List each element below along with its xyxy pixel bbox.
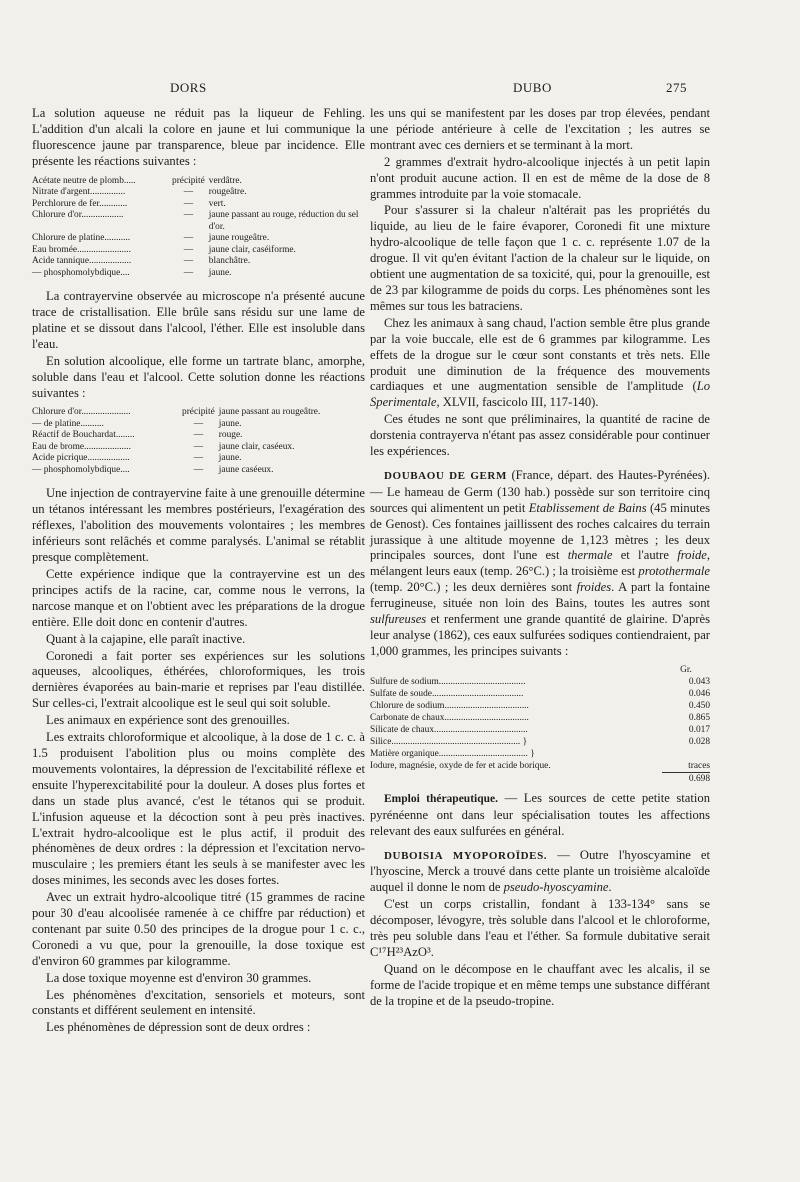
reagent-cell: Réactif de Bouchardat........ <box>32 430 135 441</box>
amount-cell: 0.043 <box>688 676 710 687</box>
header-left-word: DORS <box>170 80 207 95</box>
paragraph: Coronedi a fait porter ses expériences sur les solutions aqueuses, alcooliques, éthérées, chloroformiques, les trois dernières évaporées au bain-marie et reprises par l'eau distillée. Sur celles-ci, l'extrait alcoolique est le seul qui soit soluble. <box>32 648 365 711</box>
reactions-table-1 <box>32 176 365 280</box>
paragraph: Pour s'assurer si la chaleur n'altérait pas les propriétés du liquide, au lieu de le faire évaporer, Coronedi fit une mixture hydro-alcoolique de telle façon que 1 c. c. représente 1.07 de la drogue. Il vit qu'en évitant l'action de la chaleur sur le liquide, on obtient une augmentation de sa toxicité, qui, pour la grenouille, est de 23 par kilogramme de poids du corps. Les phénomènes sont les mêmes sur tous les batraciens. <box>370 203 710 313</box>
text-italic: froide <box>677 548 707 563</box>
reagent-cell: Chlorure de platine........... <box>32 233 131 244</box>
total-row <box>370 772 710 785</box>
component-cell: Matière organique...................................... } <box>370 748 535 759</box>
paragraph: les uns qui se manifestent par les doses par trop élevées, pendant une période antérieure à celle de l'excitation ; les autres se montrant avec ces derniers et se terminant à la mort. <box>370 106 710 152</box>
result-cell: jaune clair, caséiforme. <box>208 244 296 255</box>
precipitate-cell: — <box>193 464 204 475</box>
table-row <box>32 187 365 199</box>
paragraph: Les phénomènes d'excitation, sensoriels et moteurs, sont constants et différent seulement en intensité. <box>32 987 365 1018</box>
paragraph: C'est un corps cristallin, fondant à 133-134° sans se décomposer, lévogyre, très soluble dans l'alcool et le chloroforme, très peu soluble dans l'eau et l'éther. Sa formule dubitative serait C¹⁷H²³AzO³. <box>370 897 710 959</box>
table-row <box>370 676 710 688</box>
component-cell: Chlorure de sodium.................................... <box>370 700 529 711</box>
table-row <box>370 748 710 760</box>
result-cell: jaune clair, caséeux. <box>218 441 295 452</box>
precipitate-cell: — <box>183 244 194 255</box>
table-row <box>32 199 365 211</box>
text-italic: sulfureuses <box>370 612 427 627</box>
running-header <box>0 80 800 104</box>
paragraph: Quand on le décompose en le chauffant avec les alcalis, il se forme de l'acide tropique et en même temps une substance différant de la tropine et de la pseudo-tropine. <box>370 961 710 1008</box>
reagent-cell: — phosphomolybdique.... <box>32 267 130 278</box>
table-row <box>32 233 365 245</box>
component-cell: Silicate de chaux........................................ <box>370 724 528 735</box>
precipitate-cell: — <box>193 418 204 429</box>
table-row <box>32 442 365 454</box>
text-run: et l'autre <box>612 548 678 563</box>
table-row <box>370 724 710 736</box>
table-row <box>32 176 365 188</box>
right-column <box>370 106 710 1011</box>
entry-heading: DOUBAOU DE GERM <box>384 469 507 482</box>
text-run: , mélangent leurs eaux (temp. 26°C.) ; la troisième est <box>370 548 710 579</box>
text-italic: Etablissement de Bains <box>528 500 647 515</box>
precipitate-cell: — <box>183 210 194 221</box>
text-run: (45 minutes de Genost). Ces fontaines jaillissent des roches calcaires du terrain jurassique à une altitude moyenne de 1,123 mètres ; les deux principales sources, dont l'une est <box>370 500 710 563</box>
precipitate-cell: précipité <box>172 175 205 186</box>
table-row <box>370 688 710 700</box>
text-italic: thermale <box>567 548 613 563</box>
component-cell: Sulfure de sodium..................................... <box>370 676 526 687</box>
result-cell: verdâtre. <box>208 175 242 186</box>
result-cell: jaune rougeâtre. <box>208 233 270 244</box>
reagent-cell: Acétate neutre de plomb..... <box>32 175 136 186</box>
journal-title: Lo Sperimentale <box>370 379 710 410</box>
text-run: Chez les animaux à sang chaud, l'action semble être plus grande par la voie buccale, elle est de 6 grammes par kilogramme. Les effets de la drogue sur le cœur sont constants et très nets. Elle produit une diminution de la fréquence des mouvements cardiaques et une augmentation sensible de l'amplitude ( <box>370 315 710 394</box>
entry-heading: DUBOISIA MYOPOROÏDES. <box>384 849 548 862</box>
table-row <box>32 268 365 280</box>
precipitate-cell: — <box>183 187 194 198</box>
text-run: — Outre l'hyoscyamine et l'hyoscine, Merck a trouvé dans cette plante un troisième alcaloïde auquel il donne le nom de <box>370 847 710 895</box>
precipitate-cell: — <box>193 430 204 441</box>
precipitate-cell: — <box>183 267 194 278</box>
water-analysis-table <box>370 664 710 785</box>
paragraph: Les extraits chloroformique et alcoolique, à la dose de 1 c. c. à 1.5 produisent l'abolition plus ou moins complète des mouvements volontaires, la dépression de l'excitabilité réflexe et ensuite l'hyperexcitabilité pour la douleur. A doses plus fortes et dans un stade plus avancé, c'est le tétanos qui se produit. L'infusion aqueuse et la décoction sont à peu près inactives. L'extrait hydro-alcoolique est le plus actif, il produit des phénomènes de deux ordres : la dépression et l'excitation nervo-musculaire ; les premiers étant les seuls à se manifester avec les doses minimes, les seconds avec les doses fortes. <box>32 730 365 888</box>
reagent-cell: Acide picrique.................. <box>32 453 130 464</box>
precipitate-cell: — <box>193 453 204 464</box>
table-row <box>32 256 365 268</box>
precipitate-cell: — <box>183 256 194 267</box>
table-row <box>32 210 365 233</box>
precipitate-cell: précipité <box>182 407 215 418</box>
paragraph: La contrayervine observée au microscope n'a présenté aucune trace de cristallisation. Elle brûle sans résidu sur une lame de platine et se dissout dans l'alcool, l'éther. Elle est insoluble dans l'eau. <box>32 289 365 351</box>
text-italic: pseudo-hyoscyamine <box>503 880 609 895</box>
paragraph: La dose toxique moyenne est d'environ 30 grammes. <box>46 970 312 985</box>
result-cell: jaune. <box>208 267 232 278</box>
result-cell: vert. <box>208 198 226 209</box>
header-right-word: DUBO <box>513 80 552 95</box>
amount-cell <box>662 748 710 760</box>
left-column <box>32 106 365 1037</box>
text-run: (temp. 20°C.) ; les deux dernières sont <box>370 580 577 595</box>
result-cell: jaune. <box>218 418 242 429</box>
reagent-cell: Eau de brome.................... <box>32 441 131 452</box>
total-spacer <box>370 772 662 785</box>
paragraph: Cette expérience indique que la contrayervine est un des principes actifs de la racine, car, comme nous le verrons, la narcose manque et on l'obtient avec les préparations de la drogue entière. Elle doit donc en contenir d'autres. <box>32 567 365 629</box>
reactions-table-2 <box>32 407 365 476</box>
entry-doubaou-de-germ <box>370 468 710 660</box>
result-cell: jaune passant au rougeâtre. <box>218 407 321 418</box>
unit-label: Gr. <box>680 664 692 675</box>
result-cell: blanchâtre. <box>208 256 251 267</box>
precipitate-cell: — <box>193 441 204 452</box>
amount-cell: 0.028 <box>688 736 710 747</box>
table-row <box>370 736 710 748</box>
paragraph <box>370 316 710 411</box>
paragraph: Avec un extrait hydro-alcoolique titré (15 grammes de racine pour 30 d'eau alcoolisée ramenée à ce chiffre par réduction) et contenant par suite 0.50 des principes de la drogue pour 1 c. c., Coronedi a vu que, pour la grenouille, la dose toxique est d'environ 60 grammes par kilogramme. <box>32 890 365 968</box>
text-run: . A part la fontaine ferrugineuse, située non loin des Bains, toutes les autres sont <box>370 580 710 611</box>
table-row <box>370 712 710 724</box>
component-cell: Sulfate de soude....................................... <box>370 688 524 699</box>
reagent-cell: — phosphomolybdique.... <box>32 464 130 475</box>
text-run: et renferment une grande quantité de glairine. D'après leur analyse (1862), ces eaux sulfurées sodiques contiendraient, par 1,000 grammes, les principes suivants : <box>370 612 710 658</box>
text-run: , XLVII, fascicolo III, 117-140). <box>436 395 599 410</box>
result-cell: jaune passant au rouge, réduction du sel d'or. <box>208 210 359 232</box>
precipitate-cell: — <box>183 233 194 244</box>
amount-cell: 0.865 <box>688 712 710 723</box>
paragraph: Ces études ne sont que préliminaires, la quantité de racine de dorstenia contrayerva n'étant pas assez considérable pour continuer les expériences. <box>370 412 710 459</box>
paragraph: Les phénomènes de dépression sont de deux ordres : <box>46 1020 311 1035</box>
total-cell: 0.698 <box>662 772 710 785</box>
paragraph: Les animaux en expérience sont des grenouilles. <box>46 713 290 728</box>
text-italic: protothermale <box>638 564 710 579</box>
page-number: 275 <box>666 80 687 95</box>
result-cell: jaune. <box>218 453 242 464</box>
result-cell: rougeâtre. <box>208 187 247 198</box>
paragraph: En solution alcoolique, elle forme un tartrate blanc, amorphe, soluble dans l'eau et l'alcool. Cette solution donne les réactions suivantes : <box>32 353 365 400</box>
table-row <box>32 245 365 257</box>
subheading: Emploi thérapeutique. <box>384 792 498 805</box>
amount-cell: traces <box>688 760 710 771</box>
reagent-cell: — de platine.......... <box>32 418 104 429</box>
reagent-cell: Perchlorure de fer............ <box>32 198 128 209</box>
reagent-cell: Chlorure d'or.................. <box>32 210 124 221</box>
table-row <box>370 700 710 712</box>
amount-cell: 0.450 <box>688 700 710 711</box>
result-cell: rouge. <box>218 430 243 441</box>
text-run: . <box>608 880 612 895</box>
reagent-cell: Chlorure d'or..................... <box>32 407 131 418</box>
paragraph: Quant à la cajapine, elle paraît inactive. <box>46 631 246 646</box>
table-row <box>370 760 710 773</box>
table-row <box>32 453 365 465</box>
amount-cell: 0.017 <box>688 724 710 735</box>
precipitate-cell: — <box>183 198 194 209</box>
component-cell: Iodure, magnésie, oxyde de fer et acide borique. <box>370 761 551 772</box>
entry-duboisia <box>370 848 710 897</box>
amount-cell: 0.046 <box>688 688 710 699</box>
reagent-cell: Nitrate d'argent............... <box>32 187 126 198</box>
paragraph: La solution aqueuse ne réduit pas la liqueur de Fehling. L'addition d'un alcali la colore en jaune et lui communique la fluorescence jaune par transparence, bleue par incidence. Elle présente les réactions suivantes : <box>32 106 365 168</box>
entry-emploi <box>370 791 710 840</box>
paragraph: Une injection de contrayervine faite à une grenouille détermine un tétanos intéressant les membres postérieurs, l'exagération des réflexes, l'abolition des mouvements volontaires ; les membres inférieurs sont relâchés et comme paralysés. L'animal se rétablit presque complètement. <box>32 486 365 565</box>
text-run: — Les sources de cette petite station pyrénéenne ont dans leur spécialisation toutes les affections relevant des eaux sulfurées en général. <box>370 790 710 838</box>
table-row <box>32 419 365 431</box>
table-row <box>32 407 365 419</box>
reagent-cell: Acide tannique.................. <box>32 256 132 267</box>
component-cell: Carbonate de chaux.................................... <box>370 712 529 723</box>
reagent-cell: Eau bromée....................... <box>32 244 131 255</box>
table-row <box>32 430 365 442</box>
text-italic: froides <box>576 580 612 595</box>
result-cell: jaune caséeux. <box>218 464 274 475</box>
table-row <box>32 465 365 477</box>
text-run: (France, départ. des Hautes-Pyrénées). — Le hameau de Germ (130 hab.) possède sur son territoire cinq sources qui alimentent un petit <box>370 467 710 515</box>
component-cell: Silice....................................................... } <box>370 736 528 747</box>
paragraph: 2 grammes d'extrait hydro-alcoolique injectés à un petit lapin n'ont produit aucune action. Il en est de même de la dose de 8 grammes introduite par la voie stomacale. <box>370 154 710 201</box>
